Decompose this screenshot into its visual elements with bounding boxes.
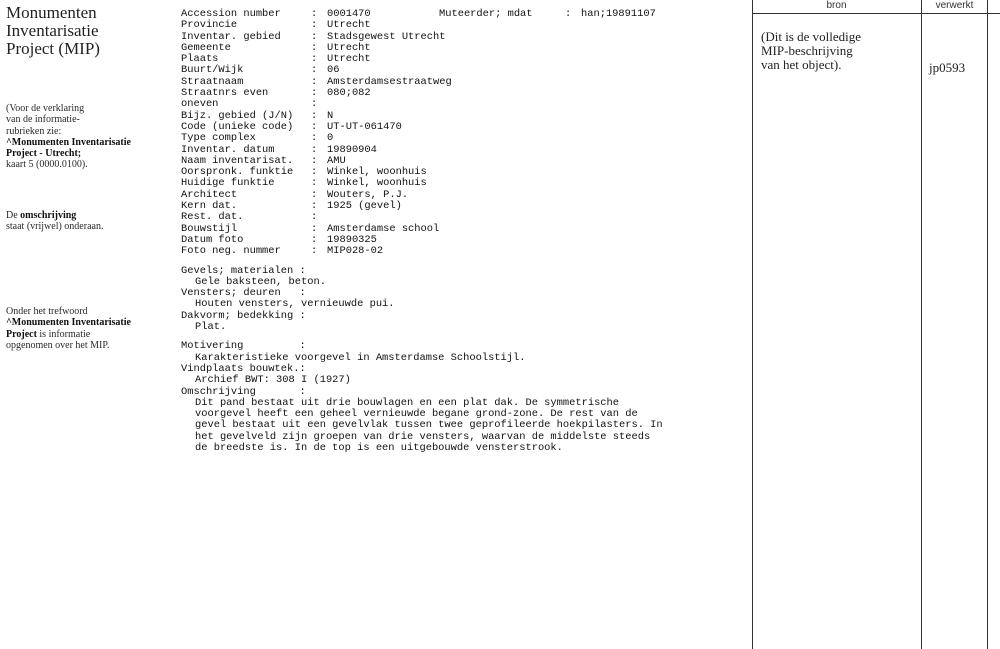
- field-separator: :: [311, 75, 318, 88]
- section-text: gevel bestaat uit een gevelvlak tussen twee geprofileerde hoekpilasters. In: [195, 419, 663, 432]
- table-divider: [987, 0, 988, 649]
- field-separator: :: [311, 166, 318, 179]
- muteerder-separator: :: [565, 8, 572, 20]
- field-separator: :: [311, 132, 318, 145]
- field-value: Winkel, woonhuis: [327, 166, 427, 179]
- field-separator: :: [311, 53, 318, 66]
- field-row: [181, 178, 741, 189]
- bron-line: (Dit is de volledige: [761, 29, 862, 44]
- section-text: Gele baksteen, beton.: [195, 275, 326, 288]
- field-row: [181, 20, 741, 31]
- field-separator: :: [311, 200, 318, 213]
- field-label: Kern dat.: [181, 200, 238, 213]
- bron-line: van het object).: [761, 57, 842, 72]
- field-separator: :: [311, 143, 318, 156]
- field-value: 19890904: [327, 143, 377, 156]
- section-label: Motivering :: [181, 340, 306, 353]
- note-text: De: [6, 210, 21, 221]
- field-separator: :: [311, 87, 318, 100]
- note-bold: ^Monumenten Inventarisatie: [6, 317, 131, 329]
- field-row: [181, 133, 741, 144]
- section-label: Vindplaats bouwtek.:: [181, 362, 306, 375]
- field-label: Oorspronk. funktie: [181, 166, 294, 179]
- field-row: [181, 246, 741, 257]
- section-label: Gevels; materialen :: [181, 264, 306, 277]
- field-label: Inventar. gebied: [181, 30, 281, 43]
- note-line: van de informatie-: [6, 114, 80, 126]
- section-text: Plat.: [195, 321, 227, 334]
- section-text: het gevelveld zijn groepen van drie vensters, waarvan de middelste steeds: [195, 430, 651, 443]
- col-header-bron: bron: [826, 0, 847, 11]
- field-row: [181, 43, 741, 54]
- field-label: oneven: [181, 98, 219, 111]
- note-line: staat (vrijwel) onderaan.: [6, 221, 104, 233]
- field-value: Amsterdamsestraatweg: [327, 75, 452, 88]
- field-label: Inventar. datum: [181, 143, 275, 156]
- section-text: Karakteristieke voorgevel in Amsterdamse Schoolstijl.: [195, 351, 526, 364]
- field-label: Accession number: [181, 8, 281, 20]
- verwerkt-cell: jp0593: [929, 60, 966, 75]
- note-verklaring: [6, 103, 171, 171]
- field-label: Straatnrs even: [181, 87, 269, 100]
- field-row: [181, 65, 741, 76]
- field-value: MIP028-02: [327, 245, 384, 258]
- field-value: 0: [327, 132, 334, 145]
- field-separator: :: [311, 188, 318, 201]
- field-row: [181, 212, 741, 223]
- field-label: Provincie: [181, 19, 238, 32]
- note-text: is informatie: [36, 328, 91, 340]
- bron-line: MIP-beschrijving: [761, 43, 853, 58]
- section-text: Dit pand bestaat uit drie bouwlagen en een plat dak. De symmetrische: [195, 396, 620, 409]
- field-row: [181, 122, 741, 133]
- field-label: Huidige funktie: [181, 177, 275, 190]
- note-trefwoord: [6, 306, 171, 351]
- note-line: rubrieken zie:: [6, 125, 62, 137]
- mip-record: [181, 9, 741, 454]
- field-value: 080;082: [327, 87, 371, 100]
- field-label: Architect: [181, 188, 238, 201]
- left-title: [6, 4, 166, 58]
- field-value: 06: [327, 64, 340, 77]
- field-separator: :: [311, 41, 318, 54]
- field-row: [181, 32, 741, 43]
- section-text: Archief BWT: 308 I (1927): [195, 374, 351, 387]
- muteerder-label: Muteerder; mdat: [439, 8, 533, 20]
- field-label: Foto neg. nummer: [181, 245, 281, 258]
- record-fields: [181, 9, 741, 258]
- field-separator: :: [311, 30, 318, 43]
- field-value: Winkel, woonhuis: [327, 177, 427, 190]
- field-row: [181, 201, 741, 212]
- field-separator: :: [311, 19, 318, 32]
- muteerder-value: han;19891107: [581, 8, 656, 20]
- field-row: [181, 224, 741, 235]
- field-value: UT-UT-061470: [327, 120, 402, 133]
- field-label: Buurt/Wijk: [181, 64, 244, 77]
- table-divider: [752, 0, 753, 649]
- field-value: Utrecht: [327, 53, 371, 66]
- field-value: 1925 (gevel): [327, 200, 402, 213]
- table-divider: [921, 0, 922, 649]
- field-separator: :: [311, 154, 318, 167]
- section-label: Vensters; deuren :: [181, 287, 306, 300]
- field-value: Amsterdamse school: [327, 222, 440, 235]
- field-label: Code (unieke code): [181, 120, 294, 133]
- field-separator: :: [311, 177, 318, 190]
- field-value: Utrecht: [327, 19, 371, 32]
- field-label: Straatnaam: [181, 75, 244, 88]
- title-line: Monumenten: [6, 3, 97, 22]
- note-bold: ^Monumenten Inventarisatie: [6, 136, 131, 148]
- field-label: Datum foto: [181, 233, 244, 246]
- field-label: Bijz. gebied (J/N): [181, 109, 294, 122]
- field-label: Gemeente: [181, 41, 231, 54]
- note-bold: omschrijving: [20, 210, 77, 221]
- title-line: Inventarisatie: [6, 21, 99, 40]
- note-bold: Project - Utrecht;: [6, 148, 82, 160]
- field-separator: :: [311, 64, 318, 77]
- field-label: Type complex: [181, 132, 256, 145]
- field-value: Utrecht: [327, 41, 371, 54]
- field-label: Plaats: [181, 53, 219, 66]
- field-value: 0001470: [327, 8, 371, 20]
- note-line: opgenomen over het MIP.: [6, 339, 110, 351]
- table-header-rule: [752, 13, 1000, 14]
- field-separator: :: [311, 245, 318, 258]
- field-label: Rest. dat.: [181, 211, 244, 224]
- title-line: Project (MIP): [6, 39, 100, 58]
- field-separator: :: [311, 120, 318, 133]
- field-value: Stadsgewest Utrecht: [327, 30, 446, 43]
- col-header-verwerkt: verwerkt: [935, 0, 974, 11]
- record-sections-1: [181, 266, 741, 334]
- record-sections-2: [181, 341, 741, 454]
- field-label: Naam inventarisat.: [181, 154, 294, 167]
- field-row: [181, 9, 741, 20]
- field-row: [181, 88, 741, 99]
- bron-cell: [761, 30, 921, 72]
- note-line: Onder het trefwoord: [6, 306, 88, 317]
- field-value: Wouters, P.J.: [327, 188, 409, 201]
- section-text: de breedste is. In de top is een uitgebouwde vensterstrook.: [195, 441, 563, 454]
- field-separator: :: [311, 222, 318, 235]
- field-value: N: [327, 109, 334, 122]
- field-value: AMU: [327, 154, 346, 167]
- field-separator: :: [311, 233, 318, 246]
- field-separator: :: [311, 211, 318, 224]
- field-row: [181, 99, 741, 110]
- section-label: Omschrijving :: [181, 385, 306, 398]
- field-label: Bouwstijl: [181, 222, 238, 235]
- note-line: kaart 5 (0000.0100).: [6, 159, 88, 171]
- note-bold: Project: [6, 328, 37, 340]
- field-row: [181, 190, 741, 201]
- section-text: voorgevel heeft een geheel vernieuwde begane grond-zone. De rest van de: [195, 408, 638, 421]
- field-value: 19890325: [327, 233, 377, 246]
- field-separator: :: [311, 109, 318, 122]
- field-separator: :: [311, 98, 318, 111]
- section-label: Dakvorm; bedekking :: [181, 309, 306, 322]
- section-text: Houten vensters, vernieuwde pui.: [195, 298, 395, 311]
- field-separator: :: [311, 8, 318, 20]
- field-row: [181, 54, 741, 65]
- note-line: (Voor de verklaring: [6, 103, 85, 114]
- note-omschrijving: [6, 210, 171, 233]
